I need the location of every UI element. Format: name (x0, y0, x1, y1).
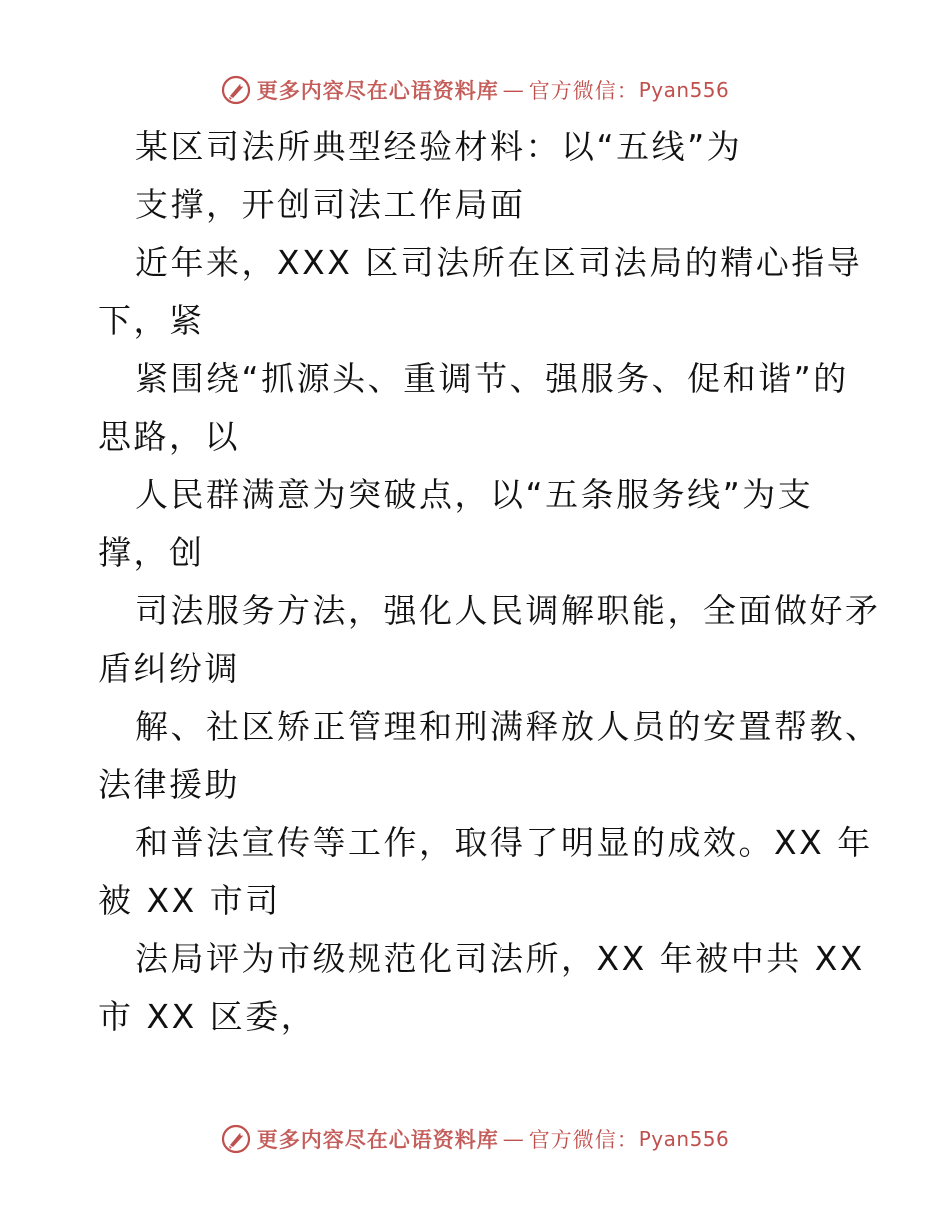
page-header-banner (0, 73, 950, 107)
header-brand-text: 更多内容尽在心语资料库 (256, 78, 499, 103)
footer-dash: — (502, 1127, 525, 1151)
doc-line: 盾纠纷调 (98, 649, 240, 688)
doc-line: 撑，创 (98, 533, 205, 572)
header-dash: — (502, 78, 525, 102)
doc-line: 思路，以 (98, 417, 240, 456)
footer-wechat-id: Pyan556 (638, 1127, 730, 1151)
footer-brand-text: 更多内容尽在心语资料库 (256, 1127, 499, 1152)
doc-line: 人民群满意为突破点，以“五条服务线”为支 (135, 475, 814, 514)
pen-nib-logo-icon (221, 75, 251, 105)
header-wechat-id: Pyan556 (638, 78, 730, 102)
footer-wechat-label: 官方微信： (528, 1128, 639, 1152)
doc-line: 和普法宣传等工作，取得了明显的成效。XX 年 (135, 823, 873, 862)
page-footer-banner (0, 1122, 950, 1156)
doc-line: 某区司法所典型经验材料：以“五线”为 (135, 127, 743, 166)
doc-line: 解、社区矫正管理和刑满释放人员的安置帮教、 (135, 707, 881, 746)
doc-line: 近年来，XXX 区司法所在区司法局的精心指导 (135, 243, 863, 282)
doc-line: 市 XX 区委， (98, 997, 317, 1036)
doc-line: 下，紧 (98, 301, 205, 340)
doc-line: 被 XX 市司 (98, 881, 281, 920)
header-wechat-label: 官方微信： (528, 79, 639, 103)
pen-nib-logo-icon (221, 1124, 251, 1154)
doc-line: 法律援助 (98, 765, 240, 804)
doc-line: 司法服务方法，强化人民调解职能，全面做好矛 (135, 591, 881, 630)
doc-line: 支撑，开创司法工作局面 (135, 185, 526, 224)
doc-line: 法局评为市级规范化司法所，XX 年被中共 XX (135, 939, 865, 978)
doc-line: 紧围绕“抓源头、重调节、强服务、促和谐”的 (135, 359, 849, 398)
